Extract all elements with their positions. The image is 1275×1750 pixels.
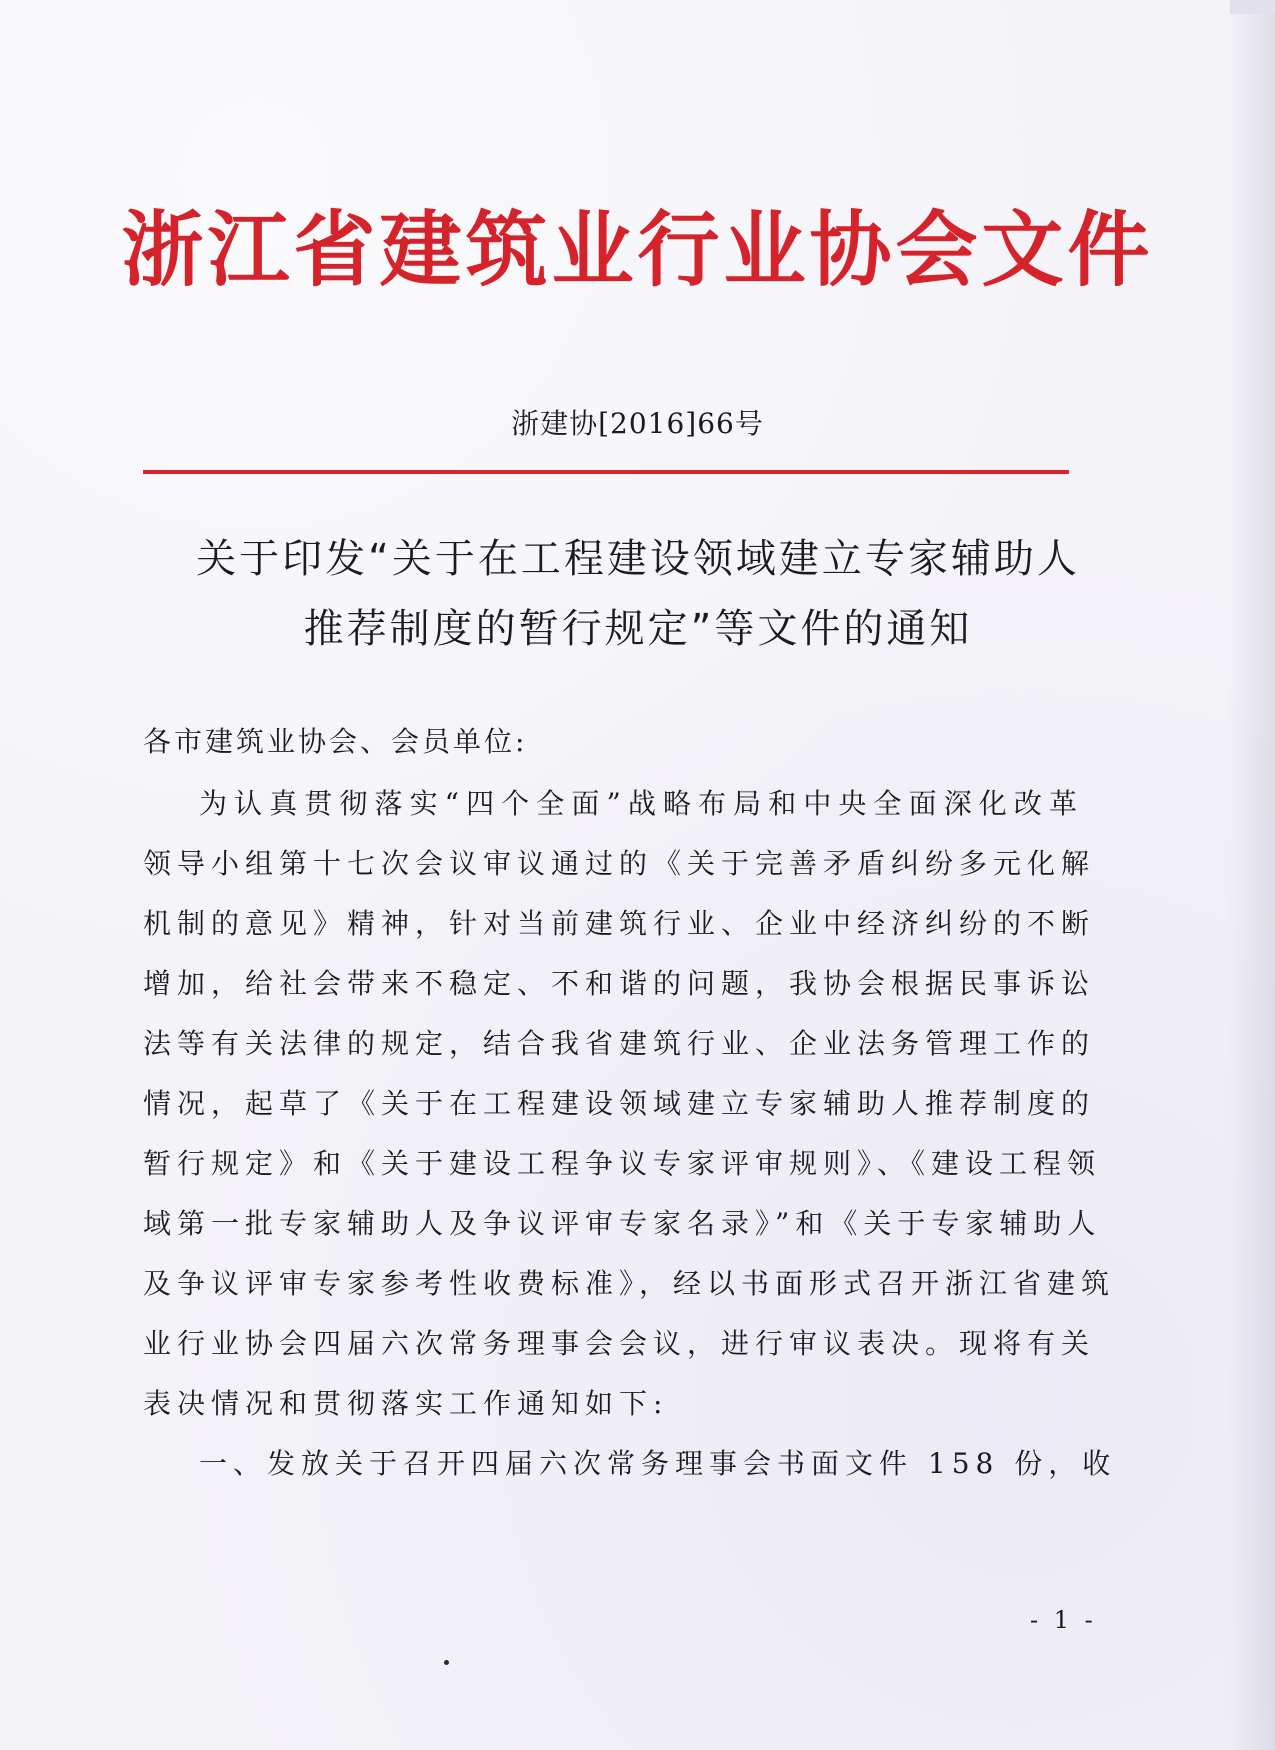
body-line: 表决情况和贯彻落实工作通知如下: [143, 1387, 669, 1420]
body-line: 法等有关法律的规定，结合我省建筑行业、企业法务管理工作的 [143, 1027, 1096, 1060]
scan-speck [444, 1660, 449, 1665]
notice-title-line: 推荐制度的暂行规定”等文件的通知 [303, 606, 973, 652]
body-line: 暂行规定》和《关于建设工程争议专家评审规则》、《建设工程领 [143, 1147, 1102, 1180]
masthead-title: 浙江省建筑业行业协会文件 [121, 202, 1154, 298]
red-divider-rule [143, 470, 1069, 474]
body-text [143, 782, 1117, 1502]
notice-title-line: 关于印发“关于在工程建设领域建立专家辅助人 [196, 536, 1080, 582]
body-line: 领导小组第十七次会议审议通过的《关于完善矛盾纠纷多元化解 [143, 847, 1096, 880]
body-line: 情况，起草了《关于在工程建设领域建立专家辅助人推荐制度的 [143, 1087, 1096, 1120]
page-corner [1230, 0, 1275, 14]
page-number: - 1 - [1030, 1606, 1097, 1634]
notice-title [118, 524, 1158, 664]
document-number: 浙建协[2016]66号 [511, 407, 764, 440]
body-line: 及争议评审专家参考性收费标准》，经以书面形式召开浙江省建筑 [143, 1267, 1116, 1300]
salutation: 各市建筑业协会、会员单位: [143, 725, 528, 758]
body-line: 业行业协会四届六次常务理事会会议，进行审议表决。现将有关 [143, 1327, 1096, 1360]
body-line: 增加，给社会带来不稳定、不和谐的问题，我协会根据民事诉讼 [143, 967, 1096, 1000]
body-line: 为认真贯彻落实“四个全面”战略布局和中央全面深化改革 [199, 787, 1083, 820]
body-line: 一、发放关于召开四届六次常务理事会书面文件 158 份，收 [199, 1447, 1117, 1480]
body-line: 机制的意见》精神，针对当前建筑行业、企业中经济纠纷的不断 [143, 907, 1096, 940]
body-line: 域第一批专家辅助人及争议评审专家名录》”和《关于专家辅助人 [143, 1207, 1102, 1240]
